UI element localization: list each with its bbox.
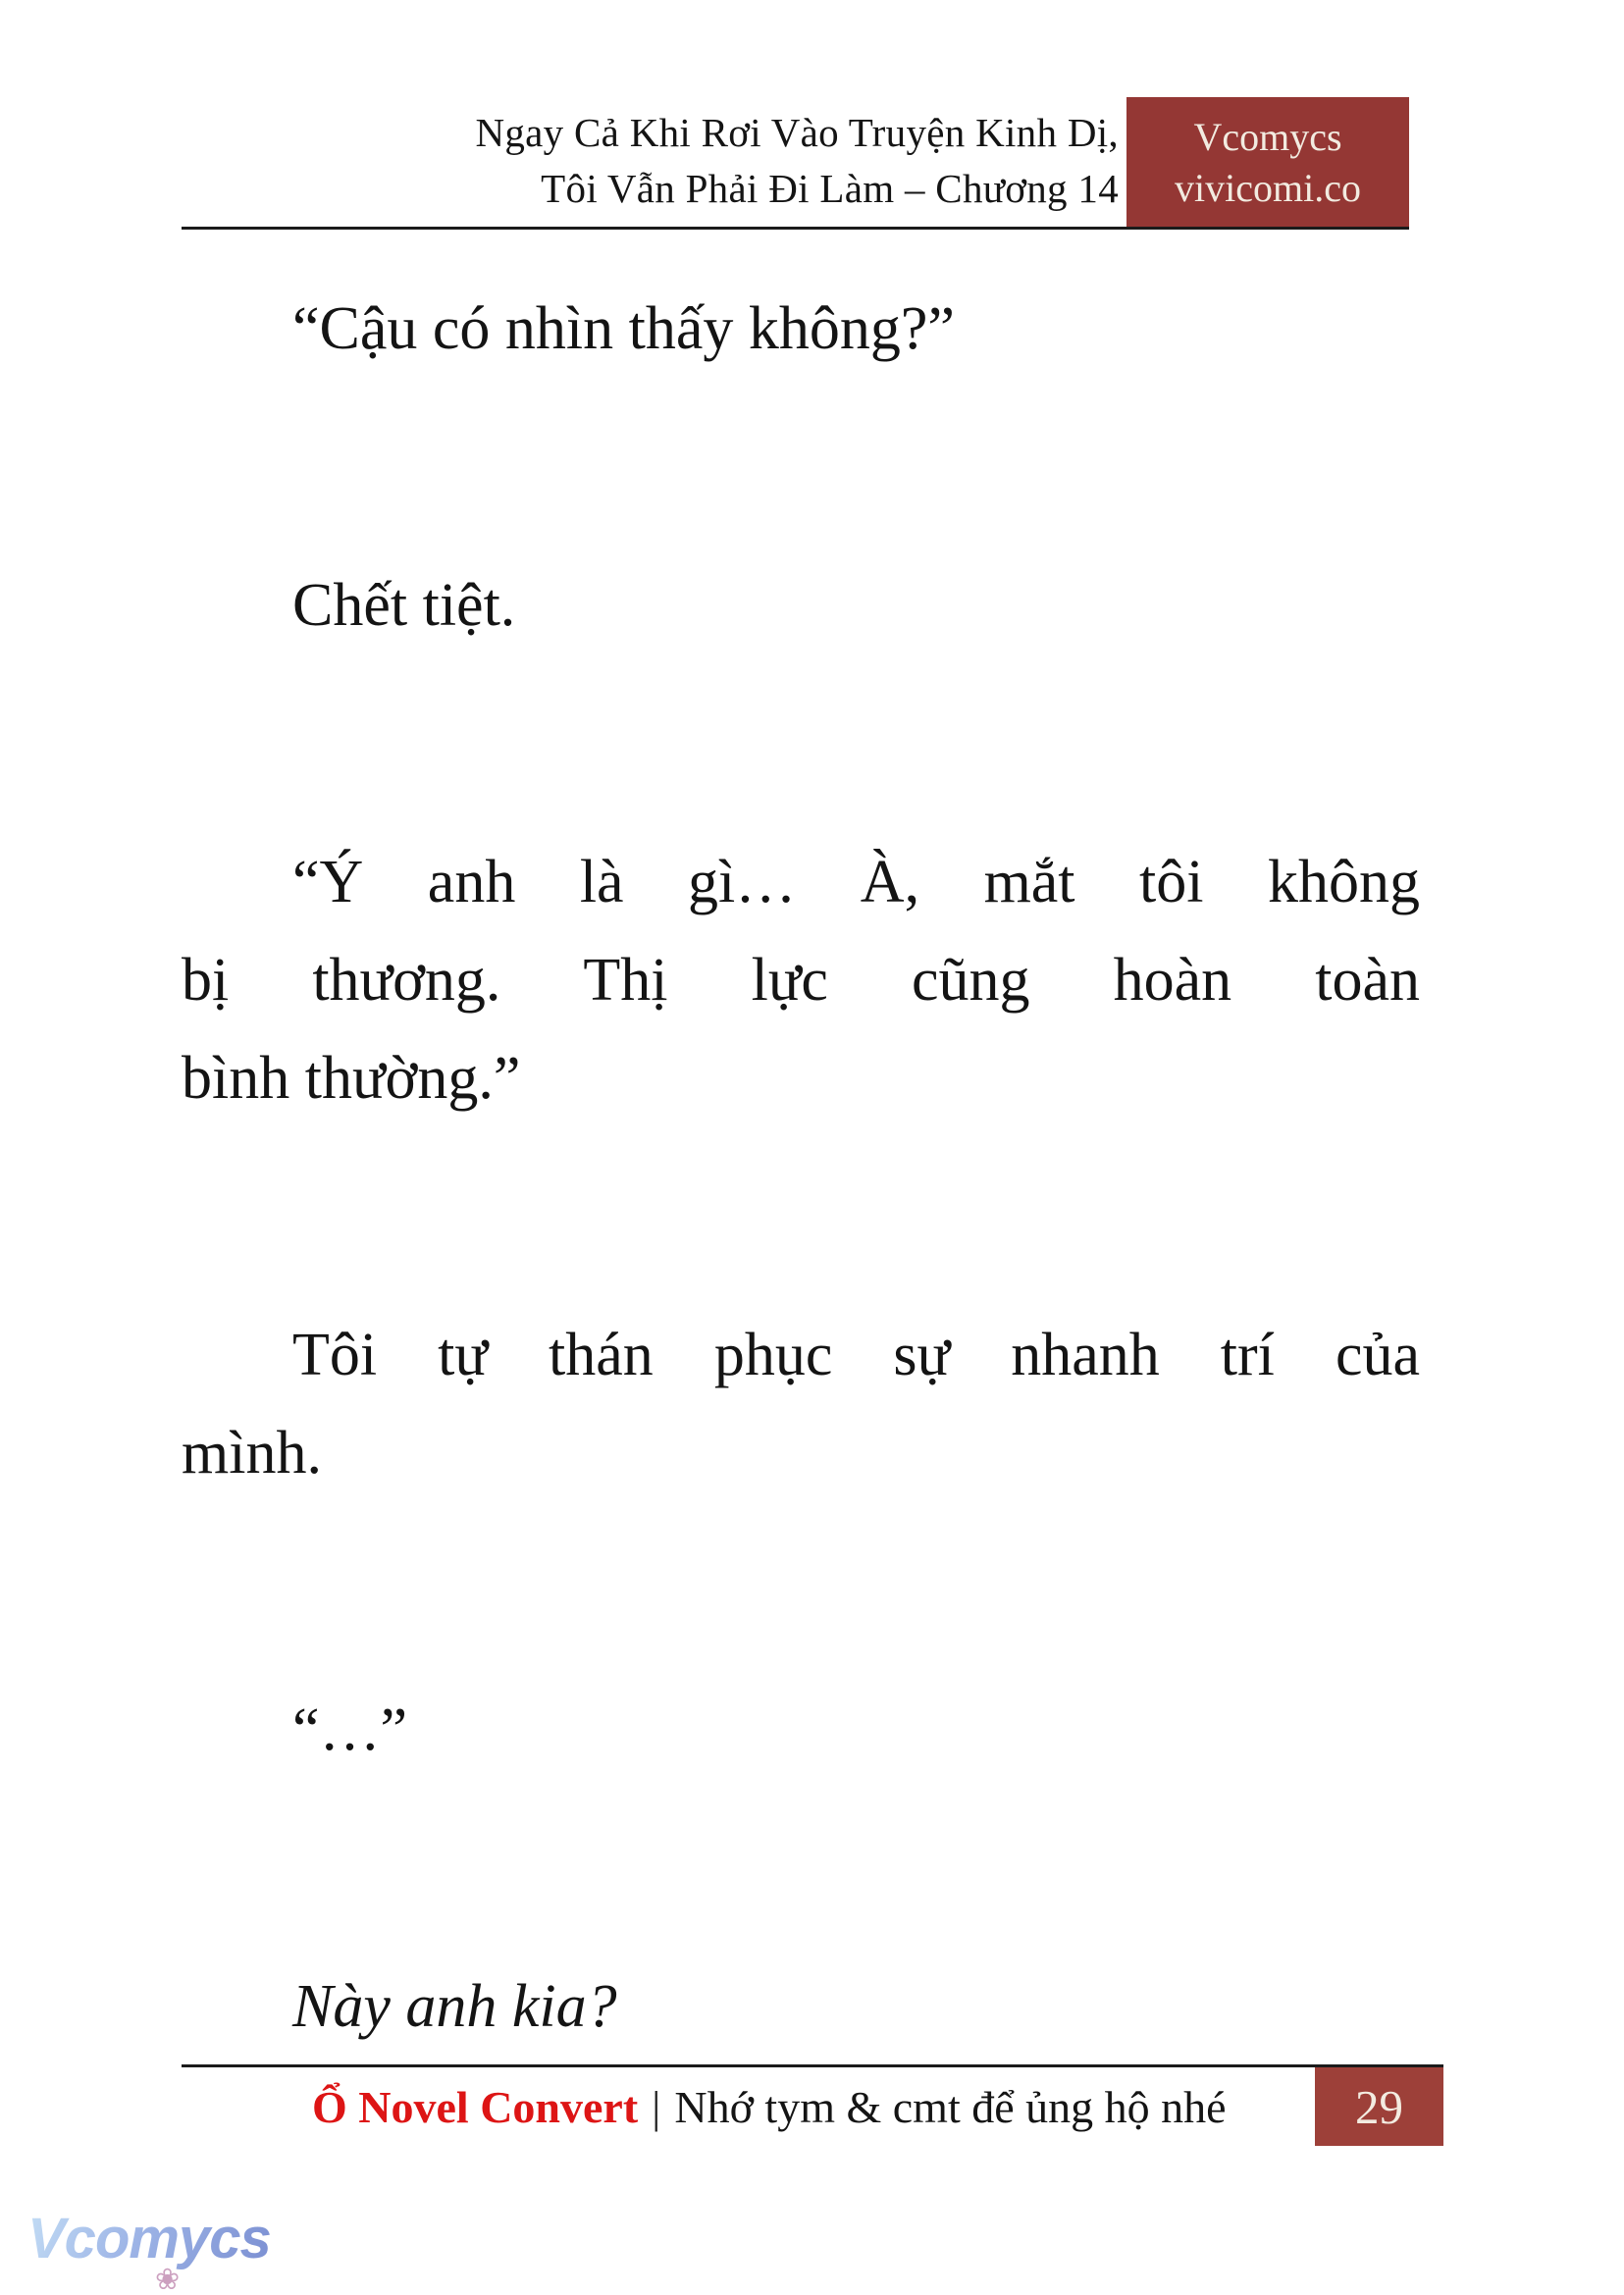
paragraph-line: Này anh kia? xyxy=(292,1973,617,2040)
paragraph-line: bình thường.” xyxy=(182,1045,521,1112)
watermark-text: Vcomycs xyxy=(27,2207,271,2270)
brand-url: vivicomi.co xyxy=(1175,166,1361,210)
paragraph-1 xyxy=(182,280,1420,378)
brand-name: Vcomycs xyxy=(1193,115,1342,159)
credit-note: Nhớ tym & cmt để ủng hộ nhé xyxy=(674,2082,1227,2132)
credit-brand: Ổ Novel Convert xyxy=(312,2082,639,2132)
rose-icon: ❀ xyxy=(155,2264,180,2295)
vcomycs-watermark xyxy=(27,2206,271,2295)
paragraph-line: “Cậu có nhìn thấy không?” xyxy=(292,295,955,362)
header-divider xyxy=(182,227,1409,230)
paragraph-2 xyxy=(182,556,1420,654)
paragraph-4 xyxy=(182,1306,1420,1502)
paragraph-line: mình. xyxy=(182,1420,322,1487)
paragraph-3 xyxy=(182,833,1420,1127)
chapter-title-line2: Tôi Vẫn Phải Đi Làm – Chương 14 xyxy=(541,166,1119,211)
paragraph-line: bị thương. Thị lực cũng hoàn toàn xyxy=(182,947,1420,1014)
chapter-body xyxy=(182,280,1420,2056)
paragraph-line: Tôi tự thán phục sự nhanh trí của xyxy=(292,1322,1420,1388)
paragraph-5 xyxy=(182,1681,1420,1779)
footer-divider xyxy=(182,2064,1443,2067)
paragraph-line: Chết tiệt. xyxy=(292,572,516,639)
paragraph-line: “…” xyxy=(292,1696,408,1763)
page-number-box xyxy=(1315,2067,1443,2146)
page-number: 29 xyxy=(1355,2079,1403,2134)
paragraph-line: “Ý anh là gì… À, mắt tôi không xyxy=(292,849,1420,915)
credit-separator: | xyxy=(652,2082,661,2132)
brand-box xyxy=(1126,97,1409,230)
paragraph-6 xyxy=(182,1957,1420,2056)
footer-credit xyxy=(312,2075,1227,2140)
chapter-title-line1: Ngay Cả Khi Rơi Vào Truyện Kinh Dị, xyxy=(475,110,1119,155)
chapter-title xyxy=(475,105,1119,217)
